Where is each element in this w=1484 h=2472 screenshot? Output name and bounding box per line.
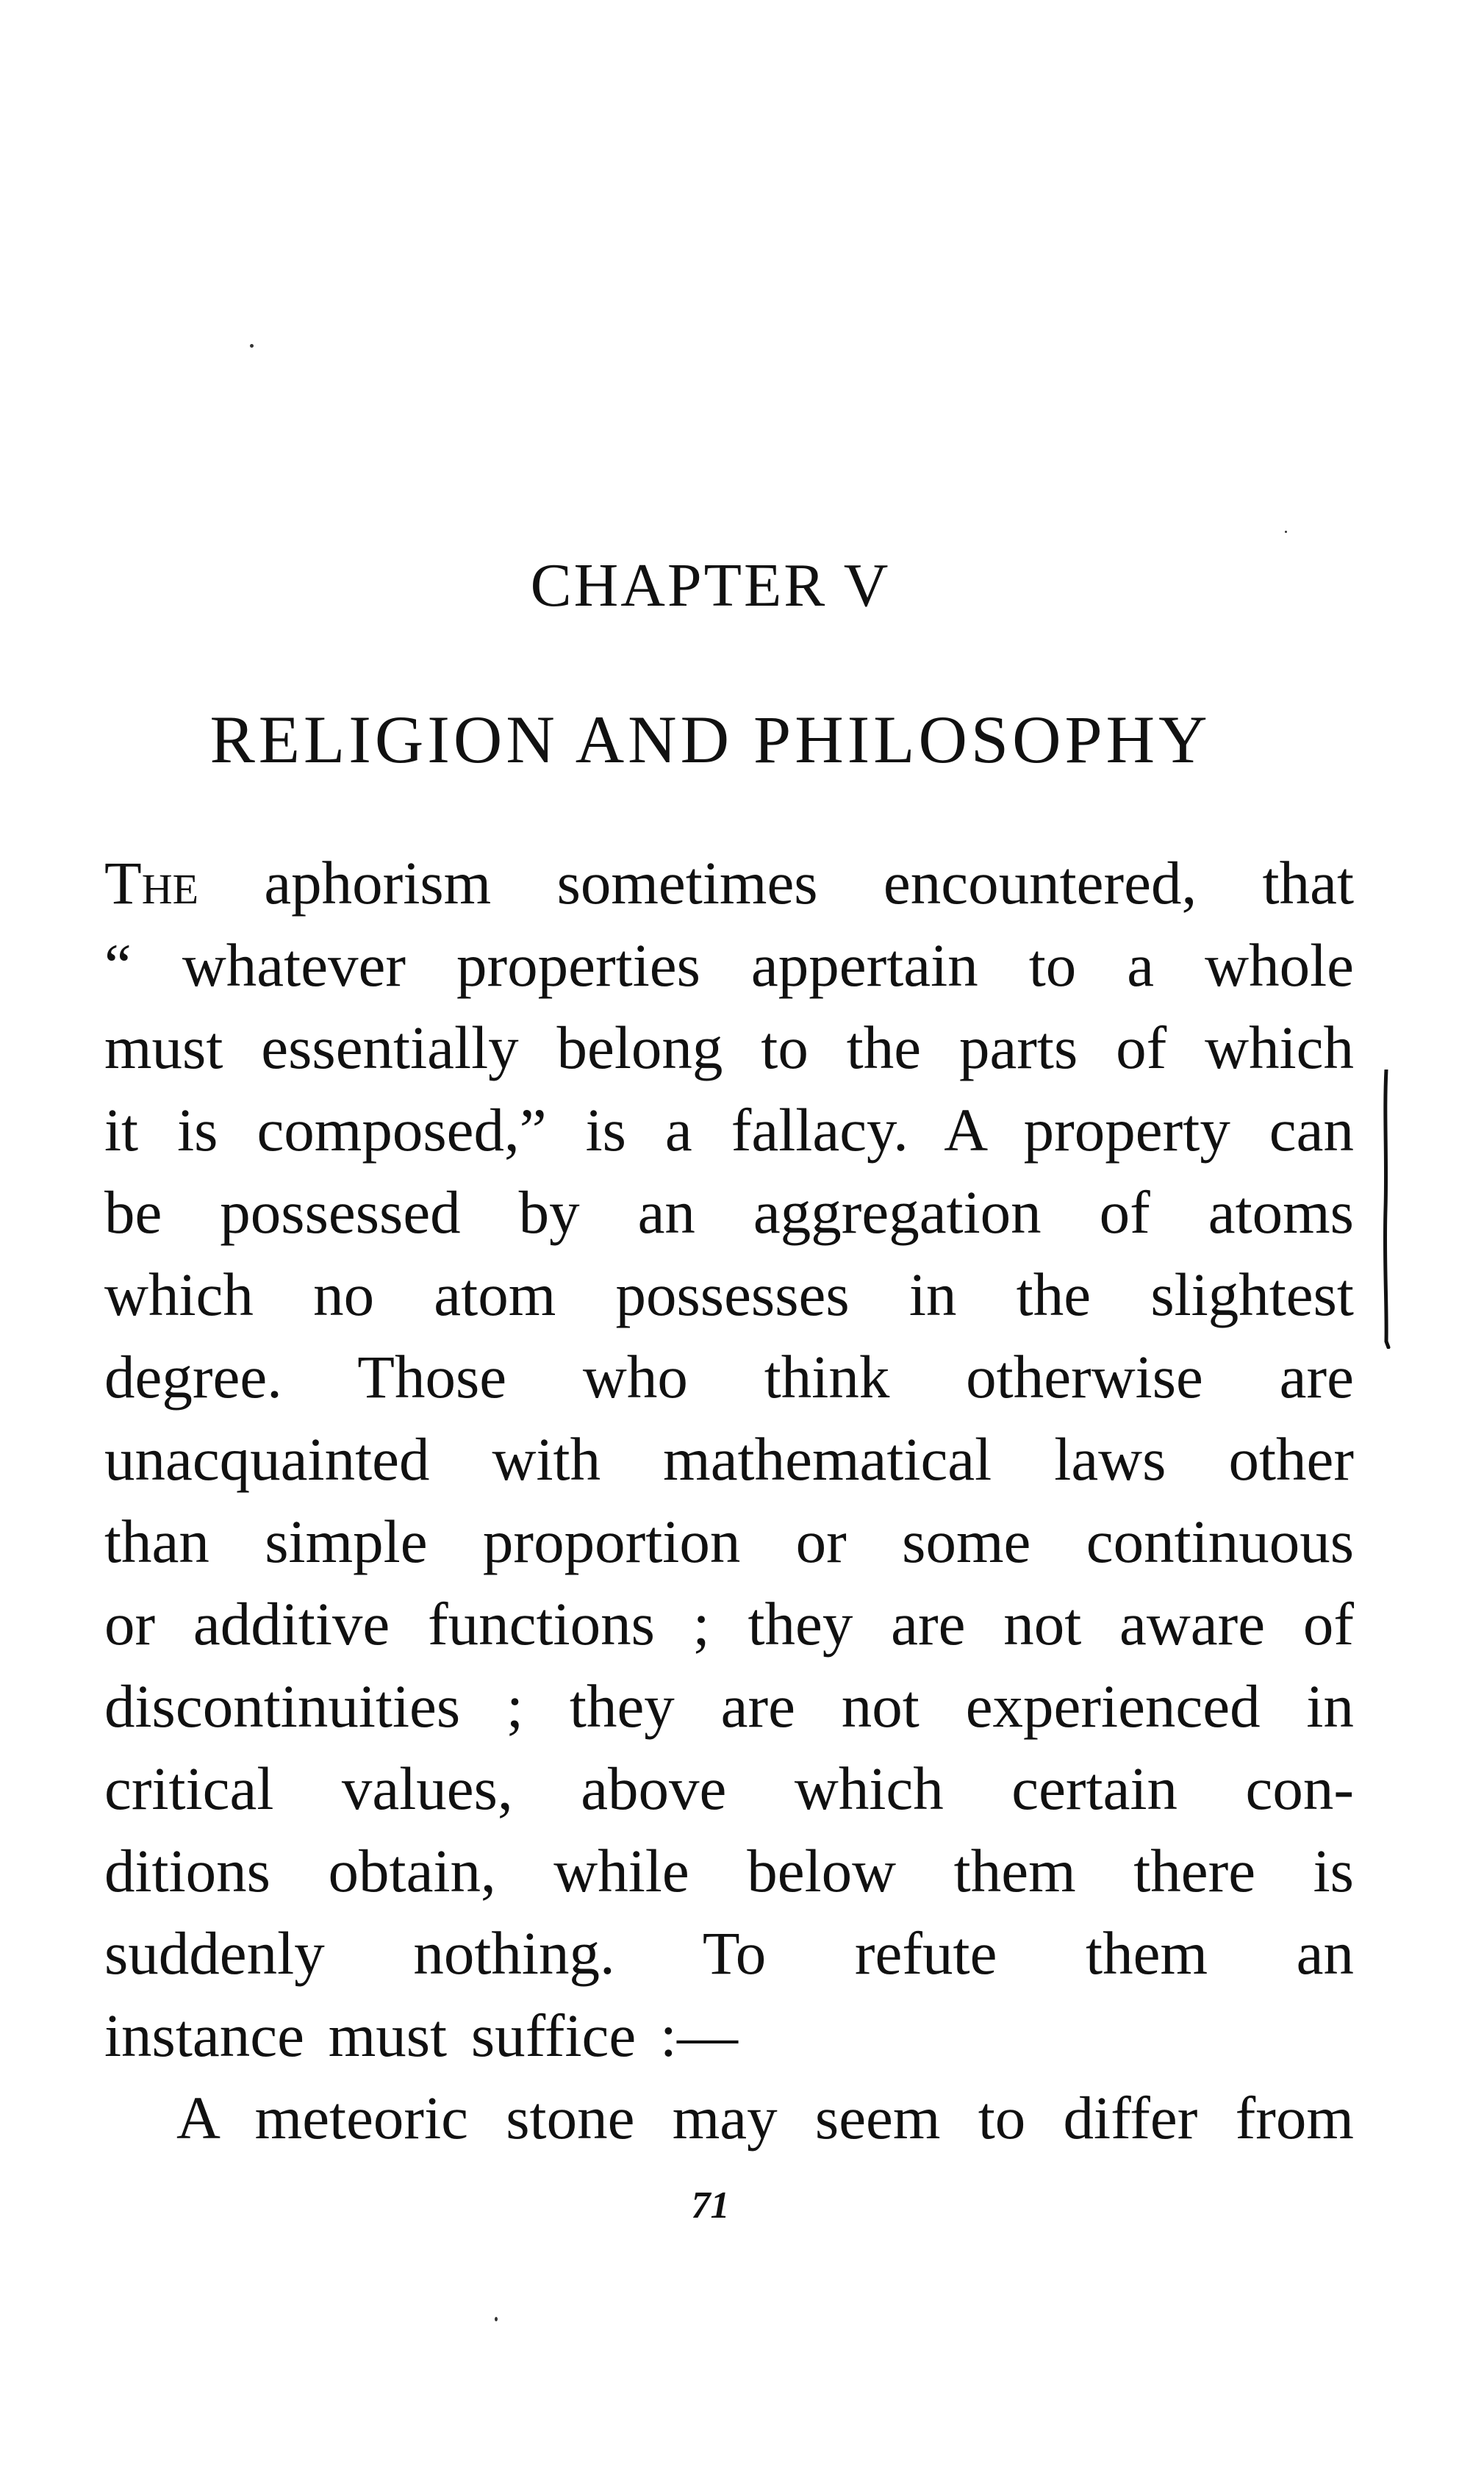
paragraph-line: [104, 842, 1354, 924]
paragraph-line: or additive functions ; they are not aware of: [104, 1590, 1354, 1658]
paragraph-line: ditions obtain, while below them there is: [104, 1837, 1354, 1905]
paragraph-line: critical values, above which certain con-: [104, 1755, 1354, 1822]
scan-speck: [250, 344, 254, 348]
paragraph-first-word: The: [104, 849, 199, 917]
paragraph-line: which no atom possesses in the slightest: [104, 1261, 1354, 1328]
paragraph-line: “ whatever properties appertain to a whole: [104, 931, 1354, 999]
paragraph-line: degree. Those who think otherwise are: [104, 1343, 1354, 1411]
paragraph-line: discontinuities ; they are not experienced in: [104, 1672, 1354, 1740]
paragraph-line: than simple proportion or some continuous: [104, 1508, 1354, 1575]
page-number: 71: [691, 2185, 730, 2226]
paragraph-line: be possessed by an aggregation of atoms: [104, 1178, 1354, 1246]
chapter-number: CHAPTER V: [530, 551, 891, 620]
margin-bracket-mark: [1382, 1070, 1391, 1349]
paragraph-line: instance must suffice :—: [104, 2002, 738, 2069]
paragraph-line: unacquainted with mathematical laws other: [104, 1425, 1354, 1493]
paragraph-line: A meteoric stone may seem to differ from: [176, 2084, 1354, 2152]
paragraph-line: suddenly nothing. To refute them an: [104, 1919, 1354, 1987]
scan-speck: [495, 2317, 498, 2321]
paragraph-line-text: aphorism sometimes encountered, that: [198, 849, 1354, 917]
paragraph-line: must essentially belong to the parts of which: [104, 1014, 1354, 1081]
chapter-title: RELIGION AND PHILOSOPHY: [209, 702, 1211, 777]
body-text: [104, 842, 1354, 2159]
scan-speck: [1285, 531, 1287, 533]
paragraph-line: it is composed,” is a fallacy. A property can: [104, 1096, 1354, 1164]
